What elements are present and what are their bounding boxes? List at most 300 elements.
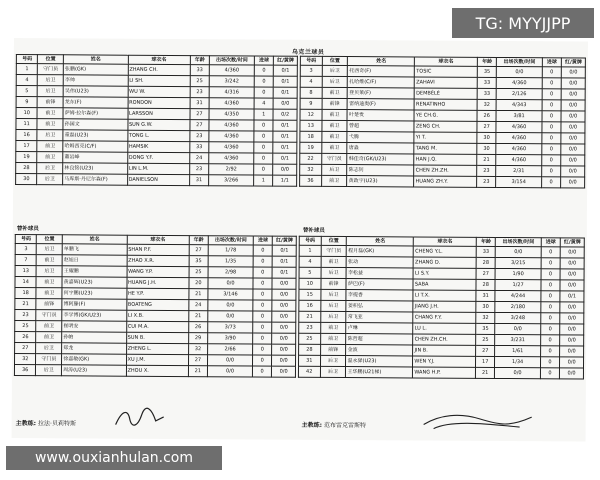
table-cell: 1 (299, 245, 321, 256)
table-cell: TANG M. (414, 143, 477, 154)
table-cell: 0/0 (272, 366, 296, 377)
left-coach (16, 418, 76, 427)
table-row (298, 366, 583, 379)
column-header: 球衣名 (127, 235, 189, 244)
column-header: 姓名 (347, 237, 414, 246)
table-cell: 后卫 (321, 164, 347, 175)
table-cell: 0/0 (208, 311, 253, 322)
table-cell: 32 (15, 354, 37, 365)
table-cell: 17 (16, 141, 38, 152)
table-cell: 27 (476, 345, 495, 356)
column-header: 球衣名 (414, 237, 477, 246)
table-cell: 0 (542, 122, 561, 133)
column-header: 位置 (321, 236, 347, 245)
table-cell: 0 (254, 131, 273, 142)
table-cell: 登贝莱(F) (348, 88, 415, 99)
table-cell: 0/0 (272, 278, 296, 289)
table-cell: SHAN P.F. (127, 244, 189, 255)
table-cell: 0/0 (497, 66, 542, 77)
column-header: 出场次数/时间 (496, 237, 541, 246)
table-cell: 0/0 (208, 278, 253, 289)
table-cell: 前卫 (37, 255, 63, 266)
table-cell: 0 (541, 291, 560, 302)
right-coach-name: 范布雷克雷斯特 (324, 421, 367, 430)
table-cell: 19 (16, 152, 38, 163)
table-cell: 1/35 (208, 256, 253, 267)
table-cell: 17 (476, 356, 495, 367)
table-cell: 21 (188, 366, 207, 377)
table-cell: 0 (253, 344, 272, 355)
table-cell: 前锋 (38, 97, 64, 108)
table-cell: 张动 (347, 257, 414, 268)
column-header: 年龄 (190, 56, 209, 65)
table-cell: 27 (476, 268, 495, 279)
table-cell: 2/66 (208, 344, 253, 355)
table-cell: 1/78 (208, 245, 253, 256)
table-cell: 后卫 (320, 289, 346, 300)
table-cell: 0/0 (561, 177, 585, 188)
table-cell: 15 (299, 289, 321, 300)
table-cell: 32 (188, 344, 207, 355)
table-cell: 0/0 (208, 355, 253, 366)
table-cell: 32 (476, 312, 495, 323)
table-cell: ZENG CH. (414, 121, 477, 132)
table-cell: 14 (15, 277, 37, 288)
table-cell: 周涛(U23) (62, 365, 126, 376)
column-header: 号码 (300, 56, 322, 65)
table-cell: 前锋 (320, 344, 346, 355)
table-cell: 36 (14, 365, 36, 376)
table-cell: 36 (300, 175, 322, 186)
table-cell: 23 (477, 176, 496, 187)
table-cell: 张鹏(GK) (63, 64, 127, 75)
table-cell: 后卫 (38, 75, 64, 86)
column-header: 年龄 (189, 236, 208, 245)
table-cell: 0 (541, 177, 560, 188)
right-starters-table (299, 56, 586, 189)
table-cell: 0/0 (207, 366, 252, 377)
table-cell: 5 (16, 86, 38, 97)
table-cell: 13 (300, 120, 322, 131)
column-header: 姓名 (64, 55, 128, 64)
table-cell: 3/248 (495, 312, 540, 323)
table-cell: 28 (476, 279, 495, 290)
column-header: 年龄 (477, 57, 496, 66)
table-cell: LI S.Y. (413, 268, 476, 279)
table-cell: CHANG F.Y. (413, 312, 476, 323)
table-cell: 4/360 (496, 154, 541, 165)
table-cell: 31 (190, 98, 209, 109)
table-cell: 程月磊(GK) (347, 246, 414, 257)
table-cell: 23 (189, 164, 208, 175)
table-cell: 守门员 (321, 245, 347, 256)
table-cell: 郑龙 (62, 343, 126, 354)
table-cell: DONG Y.F. (127, 152, 189, 163)
table-cell: 赵旭日 (62, 255, 126, 266)
table-cell: 0 (253, 256, 272, 267)
table-cell: 32 (300, 164, 322, 175)
column-header: 红/黄牌 (562, 58, 586, 67)
table-cell: 3/266 (209, 175, 254, 186)
column-header: 出场次数/时间 (208, 236, 253, 245)
table-cell: 18 (300, 131, 322, 142)
table-cell: 4/360 (209, 142, 254, 153)
table-cell: 35 (477, 66, 496, 77)
table-cell: 4/360 (209, 153, 254, 164)
table-cell: 2/180 (495, 301, 540, 312)
table-cell: 前卫 (321, 131, 347, 142)
table-cell: 黄嘉辉(U23) (62, 277, 126, 288)
table-cell: 陈志钊 (347, 165, 414, 176)
table-cell: 1 (16, 64, 38, 75)
table-cell: SUN G.W. (127, 119, 189, 130)
table-cell: 35 (189, 256, 208, 267)
table-cell: 李学博(GK/U23) (62, 310, 126, 321)
table-cell: 0 (542, 133, 561, 144)
table-cell: 前卫 (36, 332, 62, 343)
table-cell: 后卫 (321, 267, 347, 278)
table-cell: 前卫 (37, 152, 63, 163)
table-cell: JIN B. (413, 345, 476, 356)
left-subs-title: 替补球员 (16, 226, 39, 233)
table-cell: 单鹏飞 (62, 244, 126, 255)
table-cell: 0/0 (272, 344, 296, 355)
table-cell: 4/343 (497, 99, 542, 110)
table-cell: 11 (16, 119, 38, 130)
table-cell: 曾超 (347, 121, 414, 132)
table-cell: 1 (254, 175, 273, 186)
left-subs-table (14, 234, 297, 378)
table-cell: 25 (190, 76, 209, 87)
table-cell: 托西奇(F) (348, 66, 415, 77)
table-cell: 2/92 (209, 164, 254, 175)
table-cell: 21 (299, 311, 321, 322)
table-cell: 0/0 (561, 133, 585, 144)
table-cell: 24 (189, 300, 208, 311)
table-cell: 0 (542, 100, 561, 111)
table-cell: 前卫 (37, 108, 63, 119)
table-cell: 0/0 (272, 311, 296, 322)
table-cell: 后卫 (37, 174, 63, 185)
table-cell: 27 (190, 109, 209, 120)
table-cell: 1/34 (495, 356, 540, 367)
table-cell: 4 (254, 98, 273, 109)
table-cell: 26 (477, 110, 496, 121)
table-cell: SUN B. (126, 332, 188, 343)
table-cell: 吴伟(U23) (63, 86, 127, 97)
table-cell: 0/1 (273, 131, 297, 142)
table-cell: 0/0 (272, 333, 296, 344)
table-cell: 前卫 (36, 321, 62, 332)
table-cell: 金波 (346, 345, 413, 356)
table-cell: ZAHAVI (415, 77, 478, 88)
away-team-title: 乌克兰球员 (291, 48, 325, 56)
table-cell: ZHAO X.R. (127, 255, 189, 266)
table-cell: 守门员 (321, 153, 347, 164)
table-cell: 0 (540, 335, 559, 346)
table-cell: 0/1 (273, 87, 297, 98)
table-cell: 博阿滕(F) (62, 299, 126, 310)
table-cell: 0 (254, 87, 273, 98)
table-cell: 31 (299, 355, 321, 366)
table-cell: 0 (542, 89, 561, 100)
table-cell: 26 (15, 332, 37, 343)
table-cell: 后卫 (320, 311, 346, 322)
table-cell: 23 (299, 322, 321, 333)
table-cell: 0/1 (273, 153, 297, 164)
table-cell: 21 (15, 299, 37, 310)
column-header: 姓名 (348, 57, 415, 66)
table-cell: 27 (190, 120, 209, 131)
table-cell: 0/0 (561, 78, 585, 89)
table-cell: 前卫 (320, 333, 346, 344)
table-cell: 0 (541, 247, 560, 258)
table-cell: 28 (476, 257, 495, 268)
table-cell: 31 (476, 290, 495, 301)
column-header: 姓名 (62, 235, 126, 244)
column-header: 进球 (542, 58, 561, 67)
table-cell: 后卫 (36, 365, 62, 376)
table-cell: 0 (253, 267, 272, 278)
column-header: 红/黄牌 (560, 238, 584, 247)
table-cell: 前卫 (37, 141, 63, 152)
table-cell: 0/0 (561, 166, 585, 177)
table-cell: 0 (540, 324, 559, 335)
table-cell: 4/360 (209, 131, 254, 142)
table-cell: 李提香 (346, 290, 413, 301)
table-cell: 0/0 (560, 258, 584, 269)
table-cell: 28 (299, 344, 321, 355)
column-header: 出场次数/时间 (497, 57, 542, 66)
table-cell: CHEN ZH.CH. (413, 334, 476, 345)
column-header: 进球 (254, 56, 273, 65)
table-cell: 王耀鹏 (62, 266, 126, 277)
table-cell: 扎哈维(C/F) (348, 77, 415, 88)
table-cell: 23 (190, 131, 209, 142)
table-cell: 0 (541, 258, 560, 269)
table-row (14, 365, 295, 378)
table-cell: 韩佳奇(GK/U23) (347, 154, 414, 165)
table-cell: YE CH.G. (414, 110, 477, 121)
table-cell: 0/1 (274, 65, 298, 76)
table-cell: 7 (15, 255, 37, 266)
table-cell: 后卫 (322, 76, 348, 87)
table-cell: 前卫 (322, 120, 348, 131)
table-cell: 常飞亚 (346, 312, 413, 323)
table-cell: 3/146 (208, 289, 253, 300)
table-cell: 0/0 (273, 98, 297, 109)
table-cell: 4/360 (209, 120, 254, 131)
table-cell: 20 (189, 278, 208, 289)
table-cell: 3/154 (496, 176, 541, 187)
table-cell: 23 (190, 87, 209, 98)
table-cell: 4/316 (209, 87, 254, 98)
table-cell: 林良铭(U23) (63, 163, 127, 174)
table-cell: 0 (253, 355, 272, 366)
table-cell: 0 (541, 269, 560, 280)
table-cell: 前锋 (322, 98, 348, 109)
table-cell: 0 (252, 366, 271, 377)
table-cell: 27 (477, 121, 496, 132)
table-cell: 0/0 (495, 367, 540, 378)
column-header: 位置 (322, 56, 348, 65)
table-cell: ZHANG CH. (128, 64, 190, 75)
table-cell: 33 (476, 246, 495, 257)
table-cell: 4/360 (209, 98, 254, 109)
table-cell: 萨巴(F) (346, 279, 413, 290)
table-cell: 13 (15, 266, 37, 277)
table-cell: SABA (413, 279, 476, 290)
table-cell: 0 (253, 245, 272, 256)
table-cell: HUANG J.H. (126, 277, 188, 288)
table-cell: 0/0 (561, 89, 585, 100)
table-cell: 1 (254, 109, 273, 120)
table-cell: 陈哲超 (346, 334, 413, 345)
table-cell: 0/1 (274, 76, 298, 87)
column-header: 号码 (299, 236, 321, 245)
table-cell: 0/0 (496, 246, 541, 257)
table-cell: 27 (15, 343, 37, 354)
table-cell: 王华鹏(U21梯) (346, 367, 413, 378)
table-cell: 0/1 (273, 245, 297, 256)
table-cell: 0 (253, 300, 272, 311)
table-cell: 21 (189, 289, 208, 300)
table-cell: 10 (299, 278, 321, 289)
table-cell: 21 (475, 367, 494, 378)
table-cell: 33 (477, 88, 496, 99)
table-cell: 10 (16, 108, 38, 119)
table-cell: 后卫 (320, 355, 346, 366)
table-cell: 0 (541, 155, 560, 166)
table-cell: 0 (253, 289, 272, 300)
table-cell: 温永驿(U23) (346, 356, 413, 367)
table-cell: 16 (299, 300, 321, 311)
right-subs-table (298, 236, 585, 380)
table-cell: 0/0 (561, 100, 585, 111)
table-cell: 24 (189, 153, 208, 164)
table-cell: 9 (300, 98, 322, 109)
right-coach-signature (420, 408, 540, 433)
table-cell: 0/1 (273, 120, 297, 131)
table-cell: 0 (540, 368, 559, 379)
table-cell: 哈姆西克(C/F) (63, 141, 127, 152)
table-cell: 弋腾 (347, 132, 414, 143)
table-cell: WANG Y.P. (127, 266, 189, 277)
table-cell: 0/0 (272, 289, 296, 300)
table-cell: 0 (542, 144, 561, 155)
table-cell: 后卫 (38, 86, 64, 97)
table-cell: LI SH. (128, 75, 190, 86)
table-cell: WEN Y.J. (413, 356, 476, 367)
table-cell: 前卫 (321, 142, 347, 153)
table-cell: 0 (542, 111, 561, 122)
table-row (16, 174, 297, 187)
table-cell: 0 (254, 153, 273, 164)
table-cell: YI T. (414, 132, 477, 143)
table-cell: 16 (16, 130, 38, 141)
table-cell: 0/0 (560, 313, 584, 324)
table-cell: 33 (190, 65, 209, 76)
table-cell: 0/0 (560, 302, 584, 313)
table-cell: LI X.B. (126, 310, 188, 321)
column-header: 号码 (15, 235, 36, 244)
table-cell: 0 (253, 333, 272, 344)
table-cell: 龙东(F) (63, 97, 127, 108)
table-cell: 25 (189, 267, 208, 278)
table-cell: 守门员 (36, 310, 62, 321)
table-cell: 30 (477, 143, 496, 154)
table-cell: 卢琳 (346, 323, 413, 334)
table-cell: 前卫 (37, 119, 63, 130)
table-cell: 0/1 (272, 256, 296, 267)
table-cell: 后卫 (36, 266, 62, 277)
table-cell: 0/0 (272, 322, 296, 333)
table-cell: WANG H.P. (413, 367, 476, 378)
table-cell: 0 (254, 65, 273, 76)
table-cell: 35 (476, 323, 495, 334)
table-cell: 1/27 (495, 279, 540, 290)
table-cell: 0 (254, 120, 273, 131)
table-cell: 27 (189, 245, 208, 256)
table-cell: 4 (16, 75, 38, 86)
table-cell: 前卫 (321, 256, 347, 267)
table-cell: 0 (542, 78, 561, 89)
table-cell: 32 (477, 99, 496, 110)
table-cell: 29 (188, 333, 207, 344)
table-cell: 0/0 (561, 144, 585, 155)
table-cell: 4/244 (495, 290, 540, 301)
column-header: 红/黄牌 (274, 56, 298, 65)
table-cell: 23 (15, 310, 37, 321)
table-cell: 0 (542, 67, 561, 78)
table-cell: DANIELSON (127, 174, 189, 185)
table-cell: 1/1 (273, 175, 297, 186)
column-header: 进球 (541, 238, 560, 247)
table-cell: 42 (298, 366, 320, 377)
table-cell: 徐嘉敏(GK) (62, 354, 126, 365)
column-header: 进球 (253, 236, 272, 245)
table-cell: 0/0 (560, 247, 584, 258)
table-cell: 30 (16, 174, 38, 185)
table-cell: 0/0 (560, 368, 584, 379)
table-cell: 0/0 (561, 67, 585, 78)
table-cell: 后卫 (322, 65, 348, 76)
table-cell: 守门员 (36, 354, 62, 365)
table-cell: 马库斯·丹尼尔森(F) (63, 174, 127, 185)
table-cell: 2/98 (208, 267, 253, 278)
table-cell: LARSSON (128, 108, 190, 119)
table-cell: 0 (253, 311, 272, 322)
table-cell: CHENG Y.L. (414, 246, 477, 257)
table-cell: 0/2 (273, 109, 297, 120)
table-cell: 12 (300, 109, 322, 120)
table-cell: 25 (15, 321, 37, 332)
column-header: 年龄 (476, 237, 495, 246)
table-cell: 3/73 (208, 322, 253, 333)
table-cell: 崔明安 (62, 321, 126, 332)
table-cell: JIANG J.H. (413, 301, 476, 312)
table-cell: 23 (477, 165, 496, 176)
table-cell: 童磊(U23) (63, 130, 127, 141)
table-cell: 21 (188, 311, 207, 322)
table-cell: 0/0 (560, 269, 584, 280)
table-cell: DEMBÉLÉ (415, 88, 478, 99)
table-cell: 4/350 (209, 109, 254, 120)
table-cell: 0/0 (208, 300, 253, 311)
left-starters-table (15, 54, 298, 187)
table-cell: 0/0 (561, 155, 585, 166)
table-cell: 22 (300, 153, 322, 164)
